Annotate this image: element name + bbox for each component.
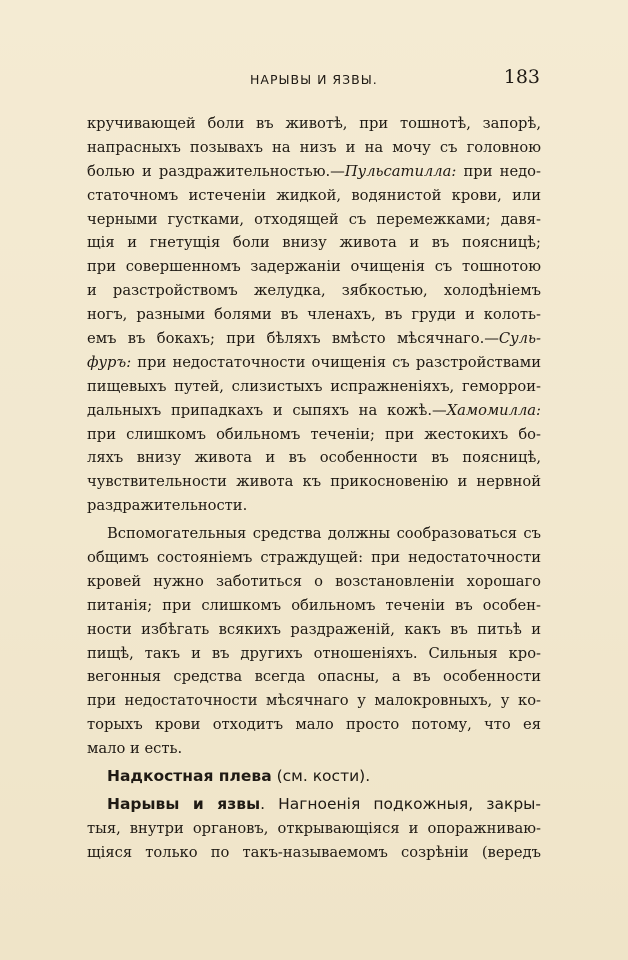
text-line — [87, 231, 541, 255]
text-segment: кручивающей боли въ животѣ, при тошнотѣ, запорѣ, — [87, 115, 541, 132]
text-segment: при совершенномъ задержаніи очищенія съ тошнотою — [87, 258, 541, 276]
text-line — [87, 279, 541, 303]
text-segment: болью и раздражительностью.— — [87, 162, 345, 180]
text-segment: пищевыхъ путей, слизистыхъ испражненіяхъ, геморрои- — [87, 377, 541, 395]
text-segment: мало и есть. — [87, 740, 183, 758]
running-title: НАРЫВЫ И ЯЗВЫ. — [250, 72, 378, 87]
text-line — [87, 208, 541, 232]
remedy-name: Суль- — [498, 330, 541, 348]
text-line — [87, 522, 541, 546]
text-segment: (см. кости). — [271, 767, 371, 786]
text-segment: общимъ состояніемъ страждущей: при недостаточности — [87, 549, 541, 567]
text-line — [87, 136, 541, 160]
text-segment: . Нагноенія подкожныя, закры- — [260, 794, 541, 813]
remedy-name: фуръ: — [87, 353, 132, 371]
section-heading-line — [87, 793, 541, 817]
text-line — [87, 713, 541, 737]
remedy-name: Пульсатилла: — [344, 162, 457, 180]
text-line — [87, 642, 541, 666]
text-line — [87, 255, 541, 279]
text-line — [87, 423, 541, 447]
text-segment: питанія; при слишкомъ обильномъ теченіи въ особен- — [87, 596, 541, 614]
text-segment: щія и гнетущія боли внизу живота и въ поясницѣ; — [87, 234, 541, 252]
text-line — [87, 494, 541, 518]
text-segment: при слишкомъ обильномъ теченіи; при жестокихъ бо- — [87, 425, 541, 443]
text-segment: щіяся только по такъ-называемомъ созрѣніи (вередъ — [87, 843, 541, 861]
text-line — [87, 737, 541, 761]
text-segment: ности избѣгать всякихъ раздраженій, какъ въ питьѣ и — [87, 620, 541, 638]
text-line — [87, 689, 541, 713]
text-segment: дальныхъ припадкахъ и сыпяхъ на кожѣ.— — [87, 401, 447, 419]
text-line — [87, 817, 541, 841]
page-header — [90, 66, 540, 92]
page-body-text — [87, 112, 541, 865]
text-line — [87, 665, 541, 689]
text-segment: кровей нужно заботиться о возстановленіи хорошаго — [87, 572, 541, 590]
text-line — [87, 446, 541, 470]
remedy-name: Хамомилла: — [446, 401, 541, 419]
text-segment: пищѣ, такъ и въ другихъ отношеніяхъ. Сильныя кро- — [87, 644, 541, 662]
text-segment: ляхъ внизу живота и въ особенности въ поясницѣ, — [87, 449, 541, 467]
text-segment: черными густками, отходящей съ перемежками; давя- — [87, 210, 541, 228]
text-segment: ногъ, разными болями въ членахъ, въ груди и колоть- — [87, 306, 541, 324]
text-line — [87, 303, 541, 327]
text-line — [87, 570, 541, 594]
text-segment: вегонныя средства всегда опасны, а въ особенности — [87, 668, 541, 686]
text-segment: торыхъ крови отходитъ мало просто потому, что ея — [87, 716, 541, 734]
text-line — [87, 399, 541, 423]
heading-term: Надкостная плева — [107, 767, 272, 786]
text-segment: при недостаточности очищенія съ разстройствами — [131, 353, 541, 371]
text-segment: при недостаточности мѣсячнаго у малокровныхъ, у ко- — [87, 692, 541, 710]
text-segment: чувствительности живота къ прикосновенію и нервной — [87, 473, 541, 491]
heading-term: Нарывы и язвы — [107, 794, 261, 813]
text-line — [87, 470, 541, 494]
text-segment: и разстройствомъ желудка, зябкостью, холодѣніемъ — [87, 282, 541, 300]
text-line — [87, 327, 541, 351]
text-line — [87, 375, 541, 399]
section-heading-line — [87, 765, 541, 789]
text-segment: тыя, внутри органовъ, открывающіяся и опоражниваю- — [87, 819, 541, 837]
text-line — [87, 546, 541, 570]
page-number: 183 — [503, 66, 540, 88]
text-line — [87, 184, 541, 208]
text-line — [87, 160, 541, 184]
text-segment: Вспомогательныя средства должны сообразоваться съ — [107, 525, 541, 543]
text-line — [87, 594, 541, 618]
text-segment: раздражительности. — [87, 497, 248, 515]
text-line — [87, 841, 541, 865]
text-segment: емъ въ бокахъ; при бѣляхъ вмѣсто мѣсячнаго.— — [87, 330, 499, 348]
text-line — [87, 112, 541, 136]
text-line — [87, 351, 541, 375]
text-segment: напрасныхъ позывахъ на низъ и на мочу съ головною — [87, 138, 541, 156]
text-line — [87, 618, 541, 642]
text-segment: статочномъ истеченіи жидкой, водянистой крови, или — [87, 186, 541, 204]
text-segment: при недо- — [456, 162, 541, 180]
